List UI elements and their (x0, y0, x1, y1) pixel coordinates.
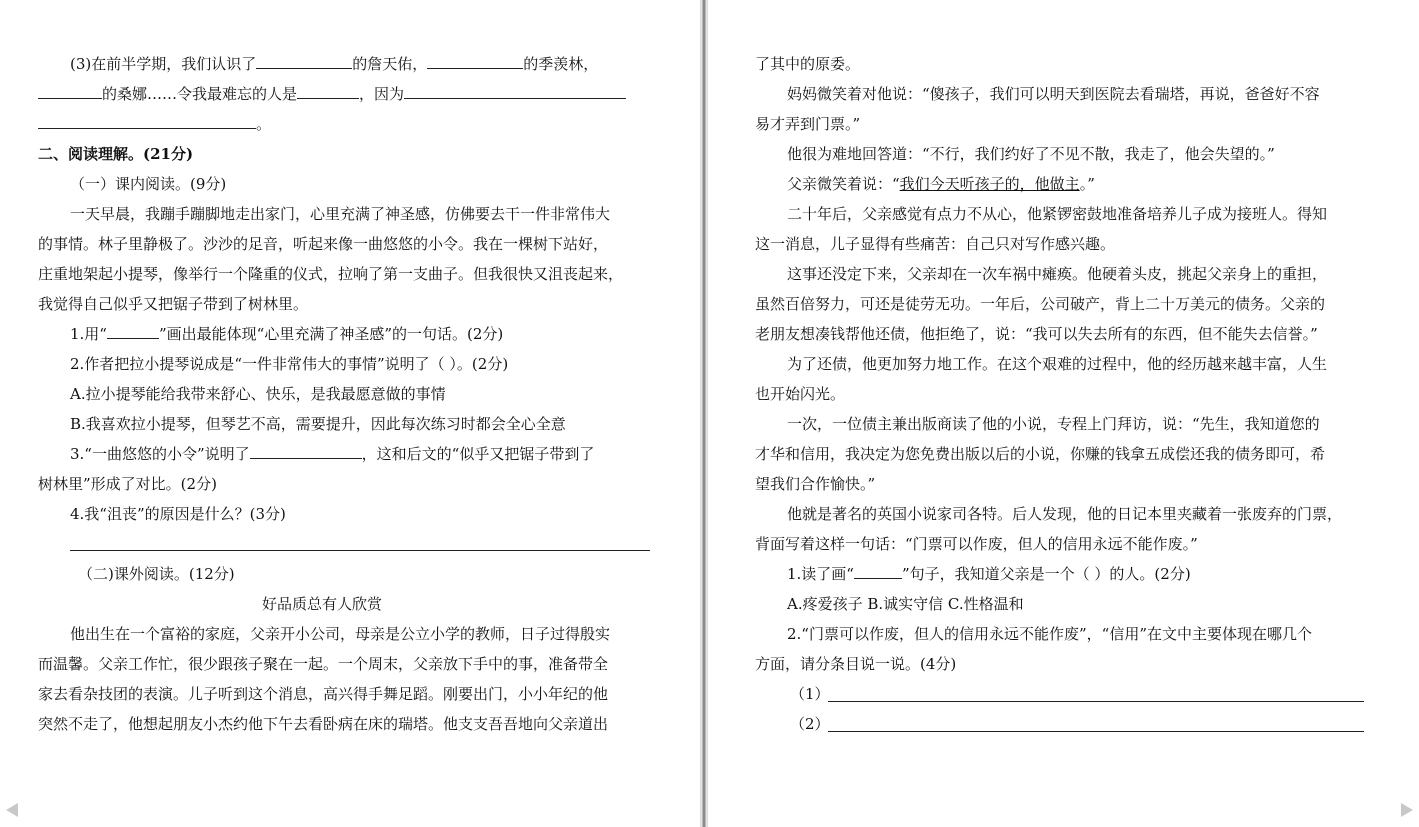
blank (297, 84, 359, 99)
passage-2-line: 而温馨。父亲工作忙，很少跟孩子聚在一起。一个周末，父亲放下手中的事，准备带全 (38, 655, 609, 673)
option-b: B.我喜欢拉小提琴，但琴艺不高，需要提升，因此每次练习时都会全心全意 (70, 415, 566, 433)
passage-line: 才华和信用，我决定为您免费出版以后的小说，你赚的钱拿五成偿还我的债务即可，希 (755, 445, 1326, 463)
passage-line: 了其中的原委。 (755, 55, 861, 73)
passage-line: 望我们合作愉快。” (755, 475, 876, 493)
passage-line: 妈妈微笑着对他说：“傻孩子，我们可以明天到医院去看瑞塔，再说，爸爸好不容 (787, 85, 1320, 103)
blank (38, 84, 102, 99)
answer-item-1-label: （1） (790, 685, 830, 703)
right-question-2-cont: 方面，请分条目说一说。(4分) (755, 655, 957, 673)
passage-line-underlined: 父亲微笑着说：“我们今天听孩子的，他做主。” (787, 175, 1095, 193)
passage-1-line: 我觉得自己似乎又把锯子带到了树林里。 (38, 295, 309, 313)
underlined-sentence: 我们今天听孩子的，他做主 (899, 175, 1080, 193)
answer-line (70, 550, 650, 551)
blank (38, 114, 256, 129)
right-question-1-options: A.疼爱孩子 B.诚实守信 C.性格温和 (787, 595, 1024, 613)
passage-1-line: 庄重地架起小提琴，像举行一个隆重的仪式，拉响了第一支曲子。但我很快又沮丧起来， (38, 265, 624, 283)
answer-item-2-label: （2） (790, 715, 830, 733)
question-3-cont: 树林里”形成了对比。(2分) (38, 475, 217, 493)
option-a: A.拉小提琴能给我带来舒心、快乐，是我最愿意做的事情 (70, 385, 446, 403)
question-1: 1.用“ ”画出最能体现“心里充满了神圣感”的一句话。(2分) (70, 325, 504, 343)
question-3-line-2: 的桑娜……令我最难忘的人是 ，因为 (38, 84, 626, 104)
question-3: 3.“一曲悠悠的小令”说明了 ，这和后文的“似乎又把锯子带到了 (70, 445, 595, 463)
passage-2-line: 他出生在一个富裕的家庭，父亲开小公司，母亲是公立小学的教师，日子过得殷实 (70, 625, 611, 643)
answer-line-2 (828, 731, 1364, 732)
next-page-arrow-icon[interactable] (1401, 803, 1413, 817)
left-page (0, 0, 700, 827)
passage-line: 一次，一位债主兼出版商读了他的小说，专程上门拜访，说：“先生，我知道您的 (787, 415, 1320, 433)
passage-line: 这事还没定下来，父亲却在一次车祸中瘫痪。他硬着头皮，挑起父亲身上的重担， (787, 265, 1328, 283)
blank (256, 54, 352, 69)
blank (854, 564, 902, 579)
passage-1-line: 一天早晨，我蹦手蹦脚地走出家门，心里充满了神圣感，仿佛要去干一件非常伟大 (70, 205, 611, 223)
passage-line: 他就是著名的英国小说家司各特。后人发现，他的日记本里夹藏着一张废弃的门票， (787, 505, 1343, 523)
blank (404, 84, 626, 99)
right-question-1: 1.读了画“ ”句子，我知道父亲是一个（ ）的人。(2分) (787, 565, 1191, 583)
passage-1-line: 的事情。林子里静极了。沙沙的足音，听起来像一曲悠悠的小令。我在一棵树下站好， (38, 235, 609, 253)
page-divider (700, 0, 708, 827)
right-question-2: 2.“门票可以作废，但人的信用永远不能作废”，“信用”在文中主要体现在哪几个 (787, 625, 1312, 643)
previous-page-arrow-icon[interactable] (6, 803, 18, 817)
passage-line: 易才弄到门票。” (755, 115, 861, 133)
passage-line: 这一消息，儿子显得有些痛苦：自己只对写作感兴趣。 (755, 235, 1116, 253)
question-3-line-1: (3)在前半学期，我们认识了 的詹天佑， 的季羡林， (70, 55, 599, 73)
passage-2-line: 家去看杂技团的表演。儿子听到这个消息，高兴得手舞足蹈。刚要出门，小小年纪的他 (38, 685, 609, 703)
answer-line-1 (828, 701, 1364, 702)
question-4: 4.我“沮丧”的原因是什么？(3分) (70, 505, 286, 523)
passage-line: 二十年后，父亲感觉有点力不从心，他紧锣密鼓地准备培养儿子成为接班人。得知 (787, 205, 1328, 223)
section-2-title: 二、阅读理解。(21分) (38, 145, 194, 163)
passage-2-line: 突然不走了，他想起朋友小杰约他下午去看卧病在床的瑞塔。他支支吾吾地向父亲道出 (38, 715, 609, 733)
passage-line: 为了还债，他更加努力地工作。在这个艰难的过程中，他的经历越来越丰富，人生 (787, 355, 1328, 373)
blank (107, 324, 159, 339)
passage-line: 老朋友想凑钱帮他还债，他拒绝了，说：“我可以失去所有的东西，但不能失去信誉。” (755, 325, 1318, 343)
question-3-line-3: 。 (38, 114, 271, 134)
story-title: 好品质总有人欣赏 (262, 595, 383, 613)
passage-line: 背面写着这样一句话：“门票可以作废，但人的信用永远不能作废。” (755, 535, 1198, 553)
part-2-title: （二)课外阅读。(12分) (78, 565, 235, 583)
blank (427, 54, 523, 69)
blank (250, 444, 362, 459)
question-2: 2.作者把拉小提琴说成是“一件非常伟大的事情”说明了（ ）。(2分) (70, 355, 509, 373)
part-1-title: （一）课内阅读。(9分) (70, 175, 227, 193)
passage-line: 虽然百倍努力，可还是徒劳无功。一年后，公司破产，背上二十万美元的债务。父亲的 (755, 295, 1326, 313)
passage-line: 他很为难地回答道：“不行，我们约好了不见不散，我走了，他会失望的。” (787, 145, 1275, 163)
passage-line: 也开始闪光。 (755, 385, 846, 403)
